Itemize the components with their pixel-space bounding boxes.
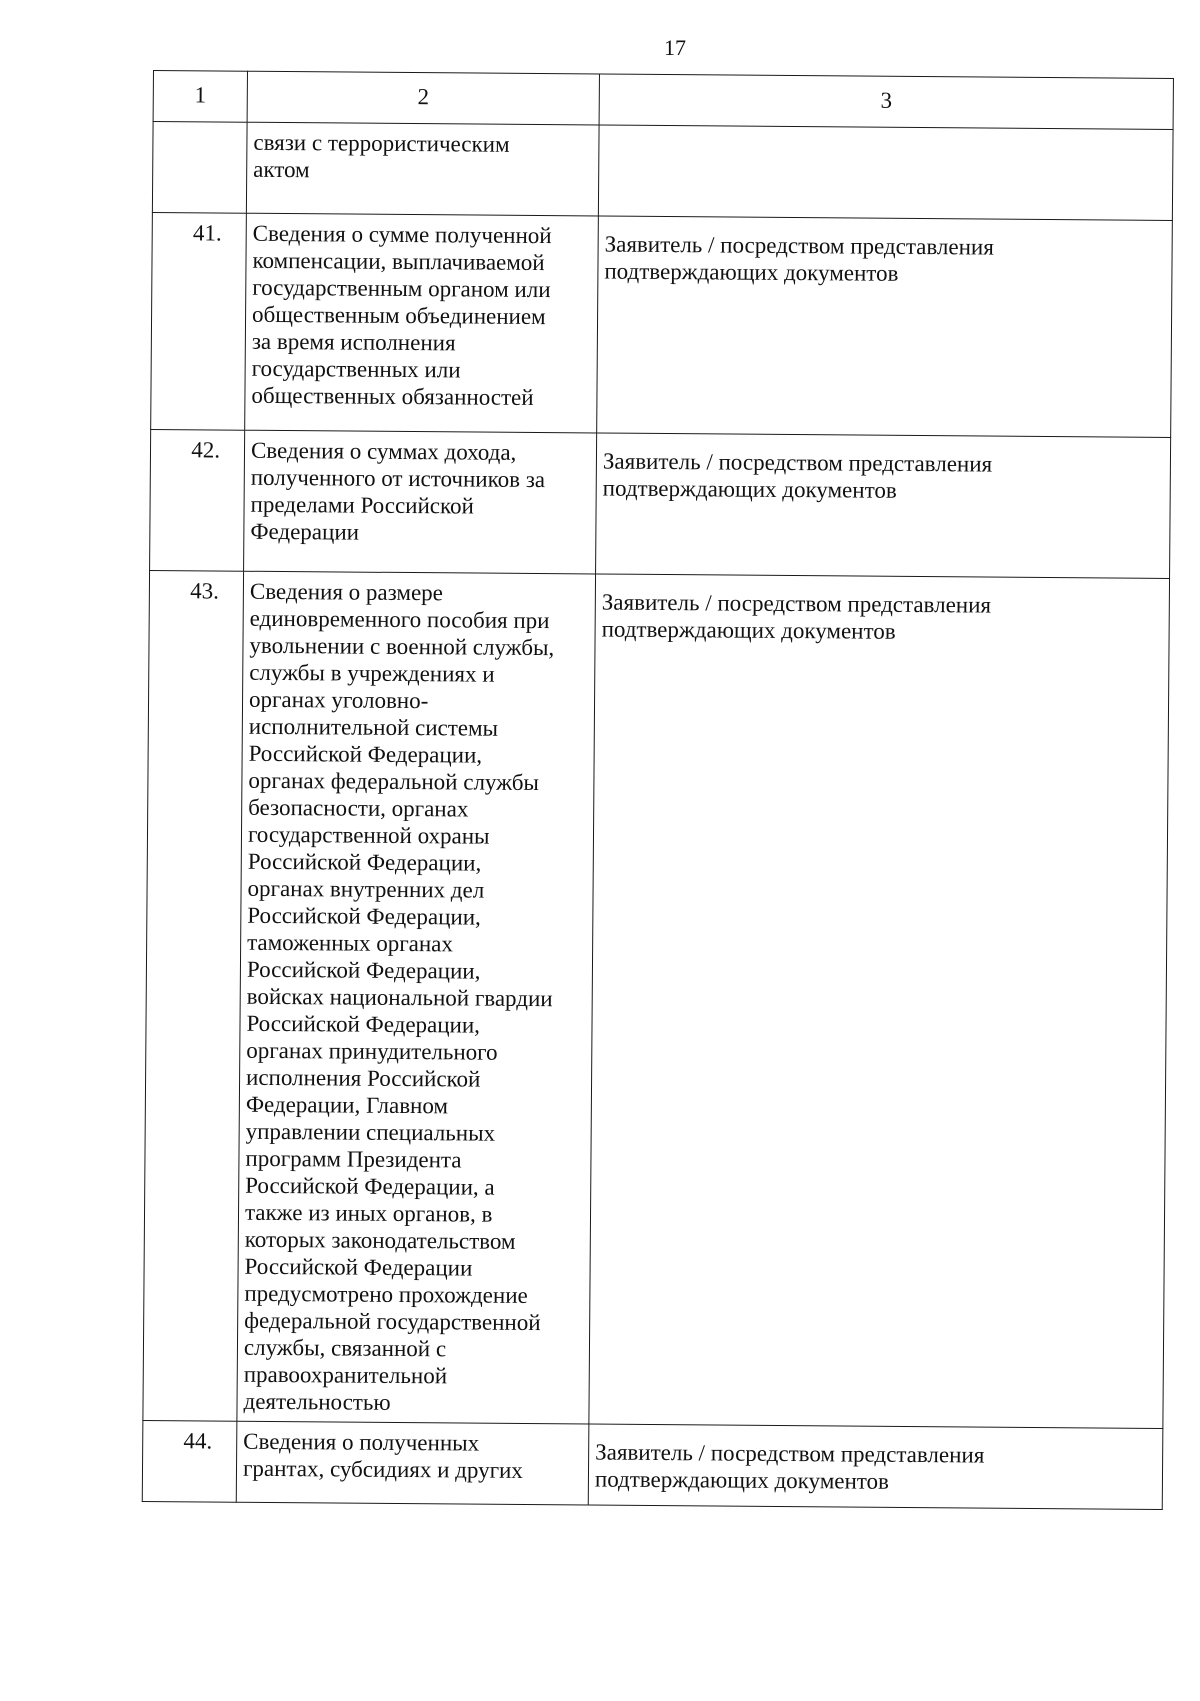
- table-row: [152, 122, 1173, 221]
- info-cell: Сведения о полученных грантах, субсидиях и других: [236, 1421, 589, 1505]
- page-number: 17: [664, 35, 686, 60]
- source-cell: Заявитель / посредством представления подтверждающих документов: [588, 1424, 1163, 1510]
- column-header-1: 1: [153, 71, 247, 123]
- column-header-2: 2: [247, 71, 599, 125]
- source-cell: Заявитель / посредством представления подтверждающих документов: [596, 433, 1171, 579]
- table-row: [150, 429, 1171, 578]
- row-number: 41.: [151, 212, 247, 430]
- row-number: [152, 122, 247, 214]
- table-row: [151, 212, 1173, 437]
- table-row: [142, 1420, 1163, 1509]
- info-cell: Сведения о сумме полученной компенсации, выплачиваемой государственным органом или общественным объединением за время исполнения государственных или общественных обязанностей: [245, 213, 599, 433]
- source-cell: [598, 125, 1173, 221]
- row-number: 42.: [150, 429, 245, 571]
- row-number: 44.: [142, 1420, 237, 1502]
- row-number: 43.: [143, 570, 244, 1421]
- table-header-row: [153, 71, 1173, 130]
- info-cell: связи с террористическим актом: [246, 122, 599, 216]
- source-cell: Заявитель / посредством представления подтверждающих документов: [589, 574, 1170, 1428]
- column-header-3: 3: [599, 74, 1173, 130]
- table-row: [143, 570, 1170, 1428]
- source-cell: Заявитель / посредством представления подтверждающих документов: [597, 216, 1173, 438]
- info-cell: Сведения о суммах дохода, полученного от источников за пределами Российской Федерации: [244, 430, 597, 574]
- info-cell: Сведения о размере единовременного пособия при увольнении с военной службы, службы в учреждениях и органах уголовно- исполнительной системы Российской Федерации, органах федеральной службы безопасности, органах государственной охраны Российской Федерации, органах внутренних дел Российской Федерации, таможенных органах Российской Федерации, войсках национальной гвардии Российской Федерации, органах принудительного исполнения Российской Федерации, Главном управлении специальных программ Президента Российской Федерации, а также из иных органов, в которых законодательством Российской Федерации предусмотрено прохождение федеральной государственной службы, связанной с правоохранительной деятельностью: [237, 571, 596, 1424]
- documents-table: [142, 70, 1174, 1510]
